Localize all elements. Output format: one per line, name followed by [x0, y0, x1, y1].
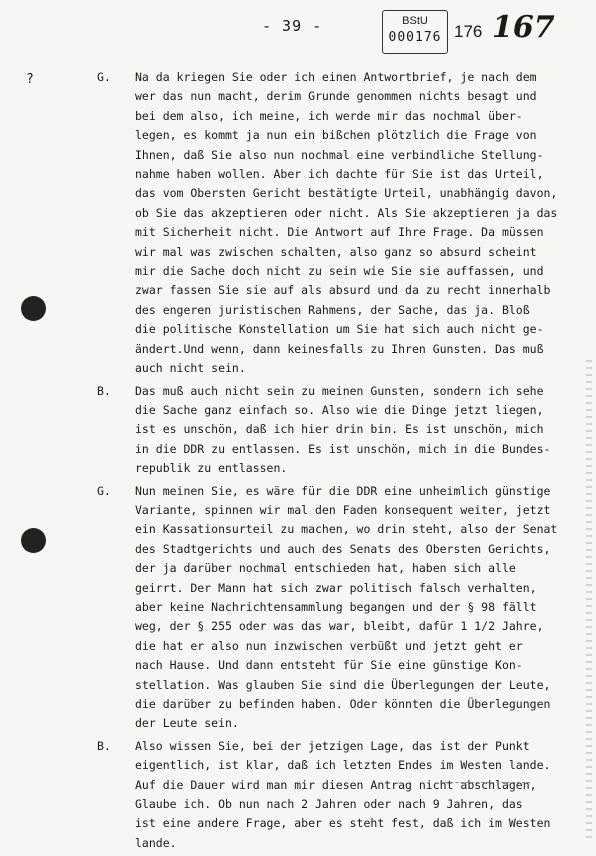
- punch-hole: [21, 296, 46, 321]
- text-line: in die DDR zu entlassen. Es ist unschön, mich in die Bundes-: [135, 441, 551, 456]
- text-line: die politische Konstellation um Sie hat sich auch nicht ge-: [135, 322, 544, 337]
- text-line: das vom Obersten Gericht bestätigte Urteil, unabhängig davon,: [135, 186, 558, 201]
- text-line: Also wissen Sie, bei der jetzigen Lage, das ist der Punkt: [135, 738, 530, 753]
- paragraph-text: [135, 482, 557, 734]
- text-line: Auf die Dauer wird man mir diesen Antrag nicht abschlagen,: [135, 777, 537, 792]
- text-line: Variante, spinnen wir mal den Faden konsequent weiter, jetzt: [135, 502, 551, 517]
- text-line: aber keine Nachrichtensammlung begangen und der § 98 fällt: [135, 599, 537, 614]
- text-line: die hat er also nun inzwischen verbüßt und jetzt geht er: [135, 638, 523, 653]
- text-line: ein Kassationsurteil zu machen, wo drin steht, also der Senat: [135, 522, 558, 537]
- paragraph-text: [135, 68, 557, 379]
- text-line: nahme haben wollen. Aber ich dachte für Sie ist das Urteil,: [135, 167, 544, 182]
- speaker-label: G.: [97, 70, 111, 84]
- transcript-paragraph: [97, 68, 557, 379]
- handwritten-folio: 167: [492, 10, 555, 45]
- text-line: wer das nun macht, derim Grunde genommen nichts besagt und: [135, 89, 537, 104]
- text-line: Ihnen, daß Sie also nun nochmal eine verbindliche Stellung-: [135, 147, 544, 162]
- text-line: legen, es kommt ja nun ein bißchen plötzlich die Frage von: [135, 128, 537, 143]
- text-line: die Sache ganz einfach so. Also wie die Dinge jetzt liegen,: [135, 402, 544, 417]
- text-line: mit Sicherheit nicht. Die Antwort auf Ihre Frage. Da müssen: [135, 225, 544, 240]
- text-line: ob Sie das akzeptieren oder nicht. Als Sie akzeptieren ja das: [135, 205, 558, 220]
- speaker-label: B.: [97, 738, 111, 753]
- text-line: ist eine andere Frage, aber es steht fest, daß ich im Westen: [135, 816, 551, 831]
- text-line: ist es unschön, daß ich hier drin bin. Es ist unschön, mich: [135, 422, 544, 437]
- stamp-title: BStU: [402, 15, 428, 27]
- stamp-number: 000176: [388, 30, 442, 45]
- transcript-body: [97, 68, 557, 856]
- text-line: geirrt. Der Mann hat sich zwar politisch falsch verhalten,: [135, 580, 537, 595]
- text-line: die darüber zu befinden haben. Oder könnten die Überlegungen: [135, 697, 551, 711]
- speaker-label: B.: [97, 383, 111, 398]
- text-line: republik zu entlassen.: [135, 461, 288, 476]
- text-line: wir mal was zwischen schalten, also ganz so absurd scheint: [135, 244, 537, 259]
- text-line: auch nicht sein.: [135, 361, 246, 376]
- text-line: bei dem also, ich meine, ich werde mir das nochmal über-: [135, 108, 523, 123]
- text-line: lande.: [135, 835, 177, 850]
- text-line: nach Hause. Und dann entsteht für Sie eine günstige Kon-: [135, 658, 523, 673]
- archive-stamp: [382, 10, 448, 54]
- text-line: ändert.Und wenn, dann keinesfalls zu Ihren Gunsten. Das muß: [135, 341, 544, 356]
- transcript-paragraph: [97, 382, 557, 479]
- text-line: Na da kriegen Sie oder ich einen Antwortbrief, je nach dem: [135, 70, 537, 84]
- text-line: eigentlich, ist klar, daß ich letzten Endes im Westen lande.: [135, 758, 551, 773]
- text-line: des engeren juristischen Rahmens, der Sache, das ja. Bloß: [135, 302, 530, 317]
- scan-edge-artifact: [586, 360, 592, 840]
- punch-hole: [21, 528, 46, 553]
- text-line: der ja darüber nochmal entschieden hat, haben sich alle: [135, 561, 516, 576]
- speaker-label: G.: [97, 483, 111, 498]
- margin-mark: ?: [26, 72, 34, 87]
- text-line: Das muß auch nicht sein zu meinen Gunsten, sondern ich sehe: [135, 383, 544, 398]
- text-line: Glaube ich. Ob nun nach 2 Jahren oder nach 9 Jahren, das: [135, 797, 523, 812]
- text-line: des Stadtgerichts und auch des Senats des Obersten Gerichts,: [135, 541, 551, 556]
- text-line: Nun meinen Sie, es wäre für die DDR eine unheimlich günstige: [135, 483, 551, 498]
- page-number: - 39 -: [262, 17, 323, 35]
- text-line: der Leute sein.: [135, 716, 239, 731]
- folio-number: 176: [454, 22, 483, 41]
- transcript-paragraph: [97, 482, 557, 734]
- text-line: zwar fassen Sie sie auf als absurd und da zu recht innerhalb: [135, 283, 551, 298]
- text-line: weg, der § 255 oder was das war, bleibt, dafür 1 1/2 Jahre,: [135, 619, 544, 634]
- text-line: stellation. Was glauben Sie sind die Überlegungen der Leute,: [135, 677, 551, 692]
- paragraph-text: [135, 382, 557, 479]
- text-line: mir die Sache doch nicht zu sein wie Sie sie auffassen, und: [135, 264, 544, 279]
- bottom-stamp-mark: [440, 782, 530, 805]
